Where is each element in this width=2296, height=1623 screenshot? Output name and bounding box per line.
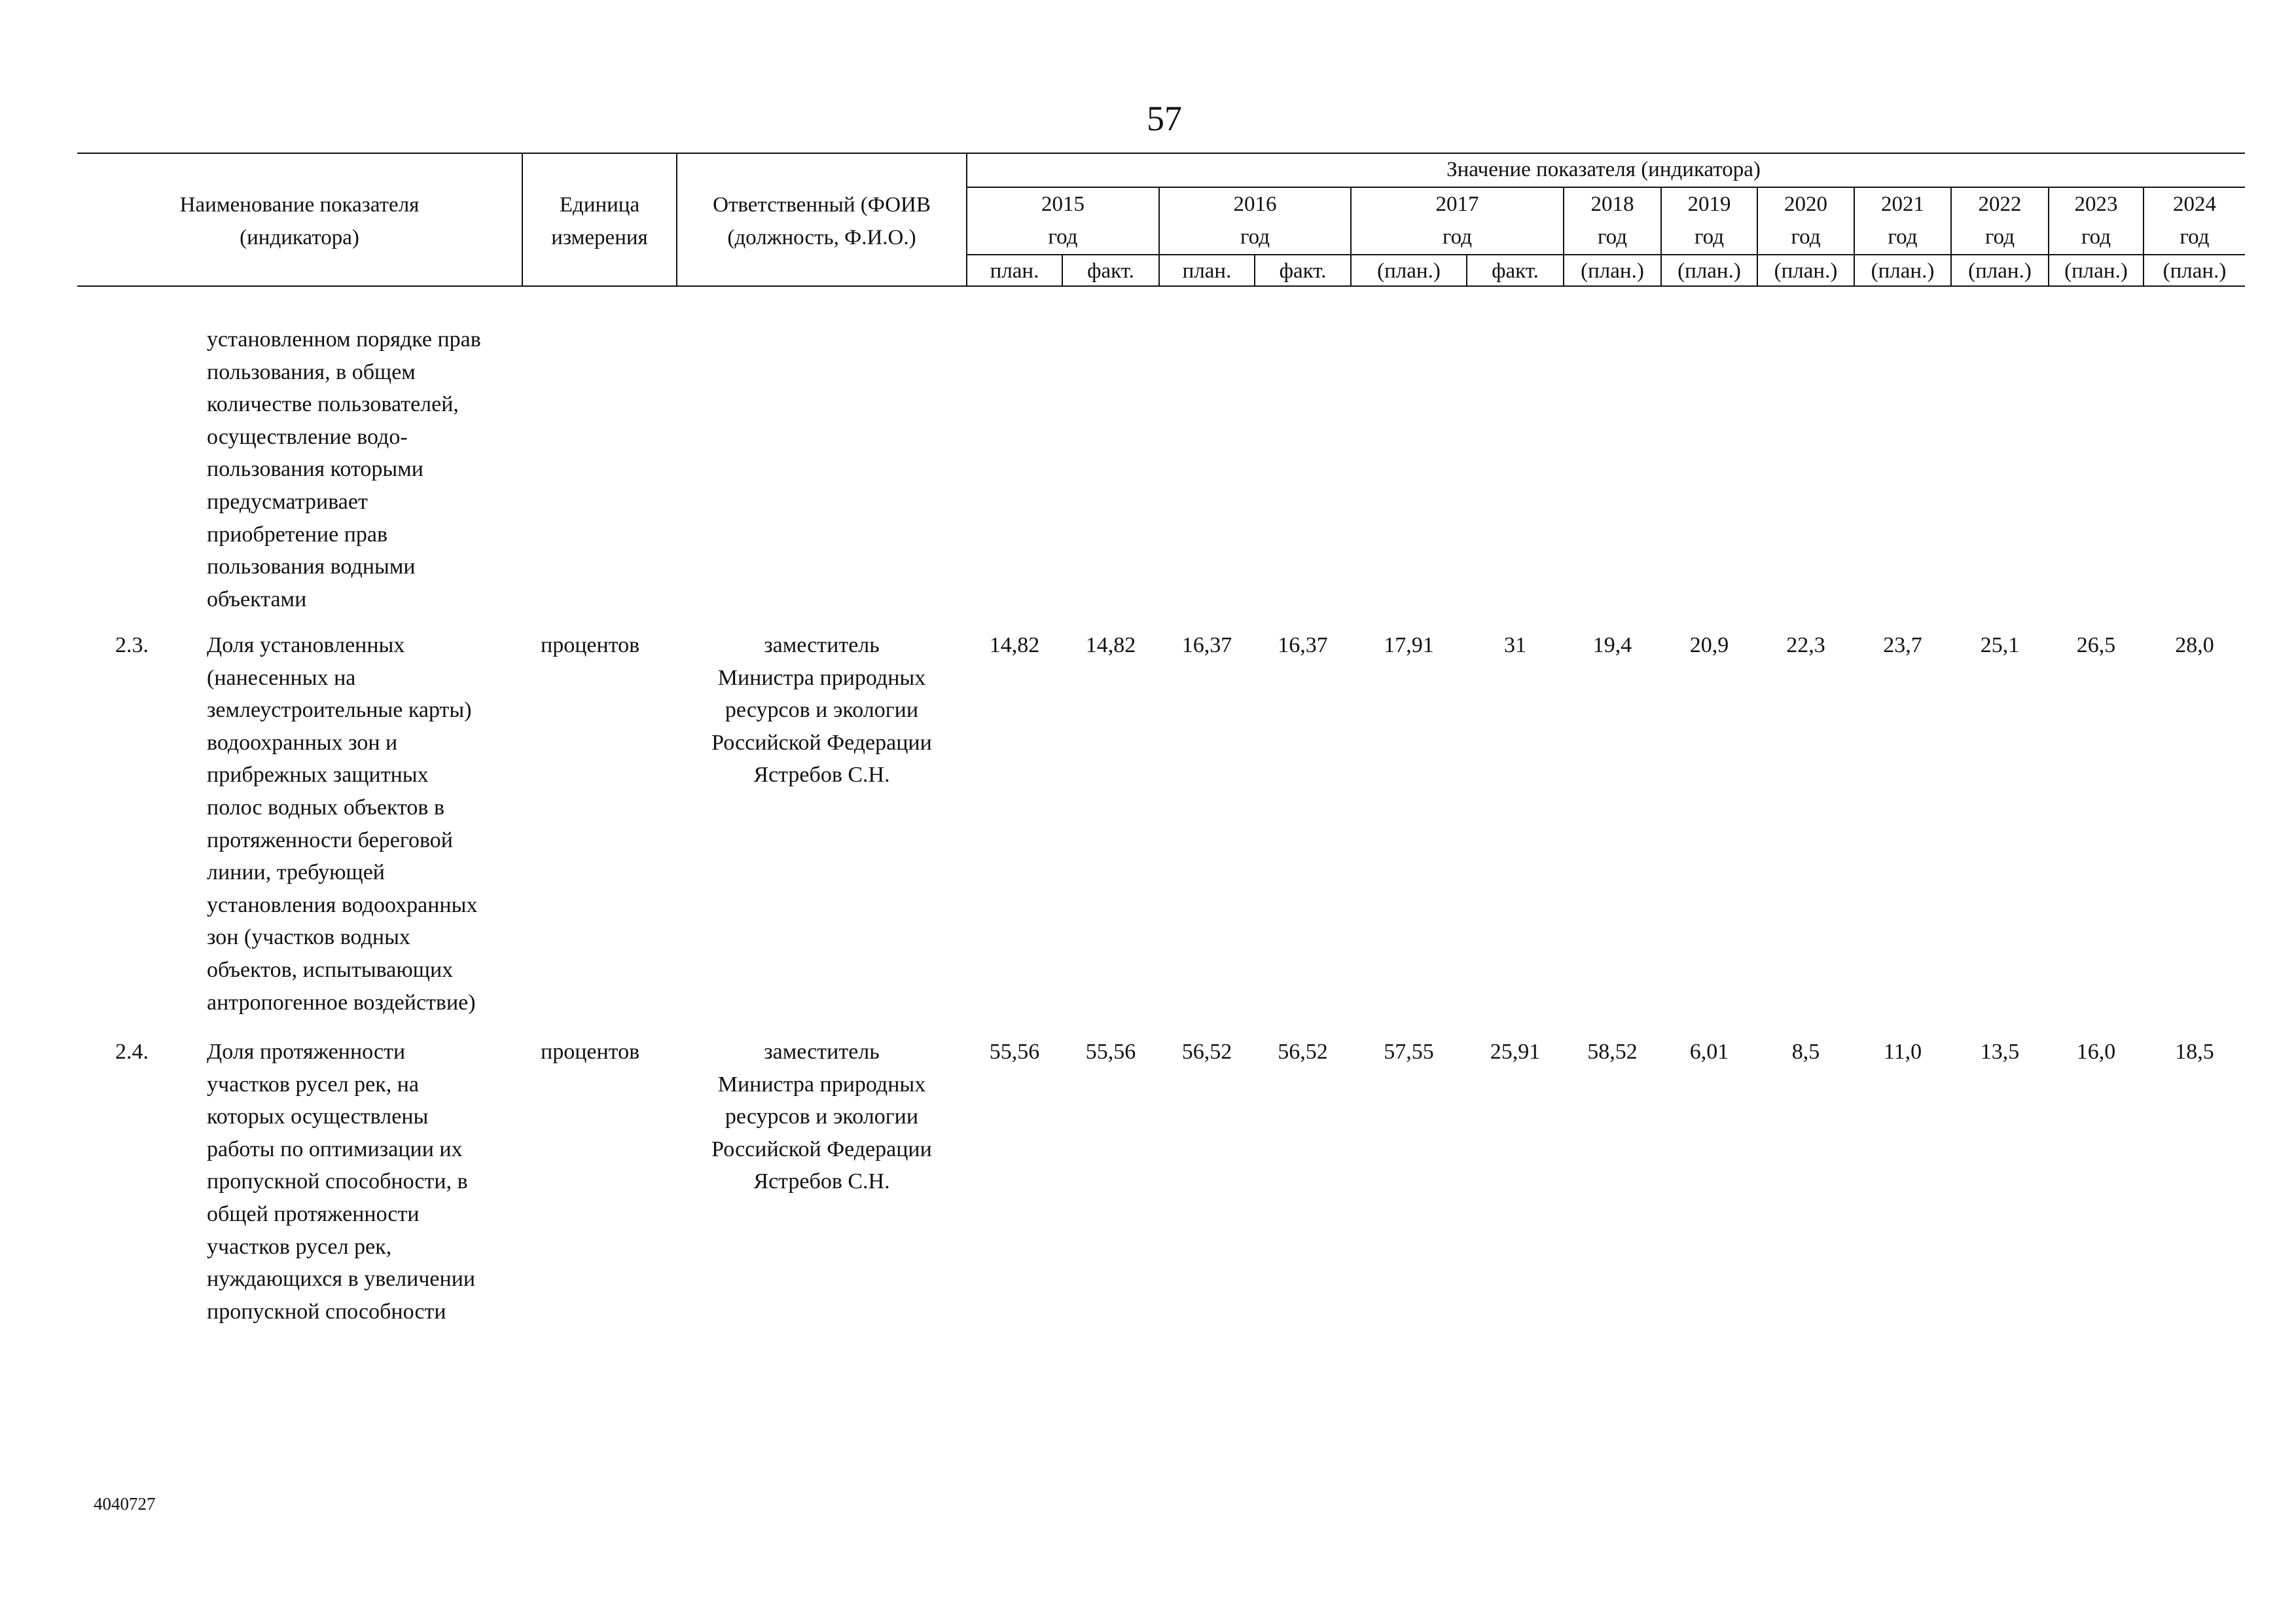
row-2-3-value-2018: 19,4 bbox=[1592, 633, 1632, 657]
text-line: заместитель bbox=[764, 633, 880, 657]
header-values-title: Значение показателя (индикатора) bbox=[1446, 158, 1761, 181]
header-unit-line-1: Единица bbox=[559, 193, 640, 217]
row-2-4-number: 2.4. bbox=[115, 1040, 149, 1064]
year-label: 2023 bbox=[2074, 192, 2118, 216]
text-line: участков русел рек, bbox=[207, 1234, 392, 1259]
text-line: прибрежных защитных bbox=[207, 763, 429, 788]
header-year-2018 bbox=[1564, 187, 1660, 253]
text-line: (нанесенных на bbox=[207, 665, 356, 690]
row-2-3-value-2023: 26,5 bbox=[2076, 633, 2116, 657]
row-2-4-responsible bbox=[677, 1036, 966, 1198]
text-line: зон (участков водных bbox=[207, 925, 410, 950]
row-2-4-value-2016-plan: 56,52 bbox=[1181, 1040, 1232, 1064]
row-2-4-value-2024: 18,5 bbox=[2175, 1040, 2214, 1064]
year-label: 2015 bbox=[1041, 192, 1085, 216]
row-2-4-value-2023: 16,0 bbox=[2076, 1040, 2116, 1064]
row-2-3-value-2019: 20,9 bbox=[1689, 633, 1729, 657]
text-line: Российской Федерации bbox=[711, 730, 932, 755]
text-line: линии, требующей bbox=[207, 860, 385, 885]
text-line: полос водных объектов в bbox=[207, 795, 445, 820]
god-label: год bbox=[1984, 225, 2015, 249]
row-2-4-unit: процентов bbox=[541, 1040, 640, 1064]
text-line: Российской Федерации bbox=[711, 1137, 932, 1161]
header-year-2015 bbox=[967, 187, 1158, 253]
sub-label-2020-plan: (план.) bbox=[1774, 259, 1838, 283]
header-name-column bbox=[77, 189, 522, 254]
god-label: год bbox=[1888, 225, 1918, 249]
god-label: год bbox=[1791, 225, 1821, 249]
row-2-3-value-2024: 28,0 bbox=[2175, 633, 2214, 657]
page-number: 57 bbox=[1147, 99, 1182, 138]
text-line: ресурсов и экологии bbox=[725, 1104, 919, 1129]
row-2-4-value-2022: 13,5 bbox=[1980, 1040, 2020, 1064]
sub-label-2023-plan: (план.) bbox=[2064, 259, 2128, 283]
year-label: 2024 bbox=[2173, 192, 2216, 216]
god-label: год bbox=[1597, 225, 1628, 249]
header-year-2024 bbox=[2144, 187, 2245, 253]
row-2-3-value-2016-plan: 16,37 bbox=[1181, 633, 1232, 657]
text-line: водоохранных зон и bbox=[207, 730, 398, 755]
god-label: год bbox=[1694, 225, 1725, 249]
year-label: 2016 bbox=[1233, 192, 1277, 216]
text-line: объектов, испытывающих bbox=[207, 957, 454, 982]
header-resp-line-1: Ответственный (ФОИВ bbox=[713, 193, 931, 217]
text-line: Доля протяженности bbox=[207, 1040, 406, 1064]
sub-label-2015-fact: факт. bbox=[1087, 259, 1134, 283]
row-2-4-value-2018: 58,52 bbox=[1587, 1040, 1638, 1064]
row-2-4-value-2020: 8,5 bbox=[1791, 1040, 1820, 1064]
text-line: пользования которыми bbox=[207, 457, 423, 482]
sub-label-2022-plan: (план.) bbox=[1968, 259, 2032, 283]
row-2-4-value-2019: 6,01 bbox=[1689, 1040, 1729, 1064]
year-label: 2017 bbox=[1435, 192, 1479, 216]
header-year-2016 bbox=[1160, 187, 1350, 253]
header-year-2020 bbox=[1758, 187, 1854, 253]
year-label: 2019 bbox=[1687, 192, 1731, 216]
god-label: год bbox=[1240, 225, 1270, 249]
header-bottom-border bbox=[77, 285, 2245, 287]
text-line: работы по оптимизации их bbox=[207, 1137, 463, 1161]
text-line: протяженности береговой bbox=[207, 828, 453, 852]
row-2-3-value-2020: 22,3 bbox=[1786, 633, 1825, 657]
row-2-4-value-2021: 11,0 bbox=[1883, 1040, 1922, 1064]
year-label: 2022 bbox=[1978, 192, 2022, 216]
god-label: год bbox=[2179, 225, 2210, 249]
text-line: нуждающихся в увеличении bbox=[207, 1267, 476, 1292]
header-year-2023 bbox=[2049, 187, 2143, 253]
text-line: пользования водными bbox=[207, 555, 416, 579]
text-line: Ястребов С.Н. bbox=[753, 763, 890, 788]
text-line: Доля установленных bbox=[207, 633, 405, 657]
god-label: год bbox=[2081, 225, 2111, 249]
row-2-4-value-2016-fact: 56,52 bbox=[1278, 1040, 1328, 1064]
document-code: 4040727 bbox=[94, 1494, 156, 1514]
header-year-2019 bbox=[1662, 187, 1757, 253]
text-line: общей протяженности bbox=[207, 1201, 420, 1226]
text-line: которых осуществлены bbox=[207, 1104, 429, 1129]
row-2-4-value-2017-plan: 57,55 bbox=[1384, 1040, 1434, 1064]
sub-label-2015-plan: план. bbox=[990, 259, 1039, 283]
row-2-3-value-2016-fact: 16,37 bbox=[1278, 633, 1328, 657]
text-line: объектами bbox=[207, 587, 307, 611]
sub-label-2024-plan: (план.) bbox=[2162, 259, 2227, 283]
header-year-2022 bbox=[1952, 187, 2048, 253]
sub-label-2021-plan: (план.) bbox=[1871, 259, 1935, 283]
row-2-3-name bbox=[207, 629, 477, 1019]
sub-label-2016-plan: план. bbox=[1182, 259, 1232, 283]
text-line: установленном порядке прав bbox=[207, 327, 481, 352]
text-line: установления водоохранных bbox=[207, 892, 478, 917]
header-year-2017 bbox=[1352, 187, 1563, 253]
row-2-4-value-2017-fact: 25,91 bbox=[1490, 1040, 1541, 1064]
row-2-4-value-2015-fact: 55,56 bbox=[1085, 1040, 1136, 1064]
text-line: пропускной способности bbox=[207, 1299, 446, 1324]
header-name-line-2: (индикатора) bbox=[240, 226, 359, 249]
sub-label-2016-fact: факт. bbox=[1279, 259, 1327, 283]
text-line: заместитель bbox=[764, 1040, 880, 1064]
text-line: ресурсов и экологии bbox=[725, 698, 919, 723]
text-line: пользования, в общем bbox=[207, 359, 416, 384]
text-line: землеустроительные карты) bbox=[207, 698, 472, 723]
row-2-4-name bbox=[207, 1036, 475, 1328]
sub-label-2017-plan: (план.) bbox=[1377, 259, 1441, 283]
text-line: Министра природных bbox=[717, 1072, 926, 1097]
continuation-text bbox=[207, 323, 481, 615]
row-2-3-value-2015-plan: 14,82 bbox=[989, 633, 1040, 657]
text-line: предусматривает bbox=[207, 489, 368, 514]
year-label: 2018 bbox=[1590, 192, 1634, 216]
god-label: год bbox=[1442, 225, 1473, 249]
header-year-2021 bbox=[1855, 187, 1950, 253]
row-2-3-value-2022: 25,1 bbox=[1980, 633, 2020, 657]
sub-label-2019-plan: (план.) bbox=[1677, 259, 1741, 283]
text-line: количестве пользователей, bbox=[207, 392, 459, 417]
text-line: пропускной способности, в bbox=[207, 1169, 468, 1194]
row-2-3-value-2017-plan: 17,91 bbox=[1384, 633, 1434, 657]
sub-label-2017-fact: факт. bbox=[1492, 259, 1539, 283]
header-responsible-column bbox=[677, 189, 966, 254]
text-line: Ястребов С.Н. bbox=[753, 1169, 890, 1194]
text-line: приобретение прав bbox=[207, 522, 388, 547]
row-2-3-responsible bbox=[677, 629, 966, 792]
header-unit-line-2: измерения bbox=[551, 226, 648, 249]
row-2-3-unit: процентов bbox=[541, 633, 640, 657]
row-2-3-number: 2.3. bbox=[115, 633, 149, 657]
row-2-4-value-2015-plan: 55,56 bbox=[989, 1040, 1040, 1064]
header-name-line-1: Наименование показателя bbox=[179, 193, 420, 217]
year-label: 2020 bbox=[1784, 192, 1827, 216]
text-line: Министра природных bbox=[717, 665, 926, 690]
header-unit-column bbox=[523, 189, 676, 254]
row-2-3-value-2021: 23,7 bbox=[1883, 633, 1922, 657]
row-2-3-value-2017-fact: 31 bbox=[1504, 633, 1526, 657]
god-label: год bbox=[1048, 225, 1078, 249]
row-2-3-value-2015-fact: 14,82 bbox=[1085, 633, 1136, 657]
header-resp-line-2: (должность, Ф.И.О.) bbox=[727, 226, 916, 249]
text-line: участков русел рек, на bbox=[207, 1072, 419, 1097]
header-top-border bbox=[77, 153, 2245, 154]
text-line: осуществление водо- bbox=[207, 424, 408, 449]
text-line: антропогенное воздействие) bbox=[207, 990, 476, 1015]
year-label: 2021 bbox=[1881, 192, 1924, 216]
sub-label-2018-plan: (план.) bbox=[1581, 259, 1644, 283]
